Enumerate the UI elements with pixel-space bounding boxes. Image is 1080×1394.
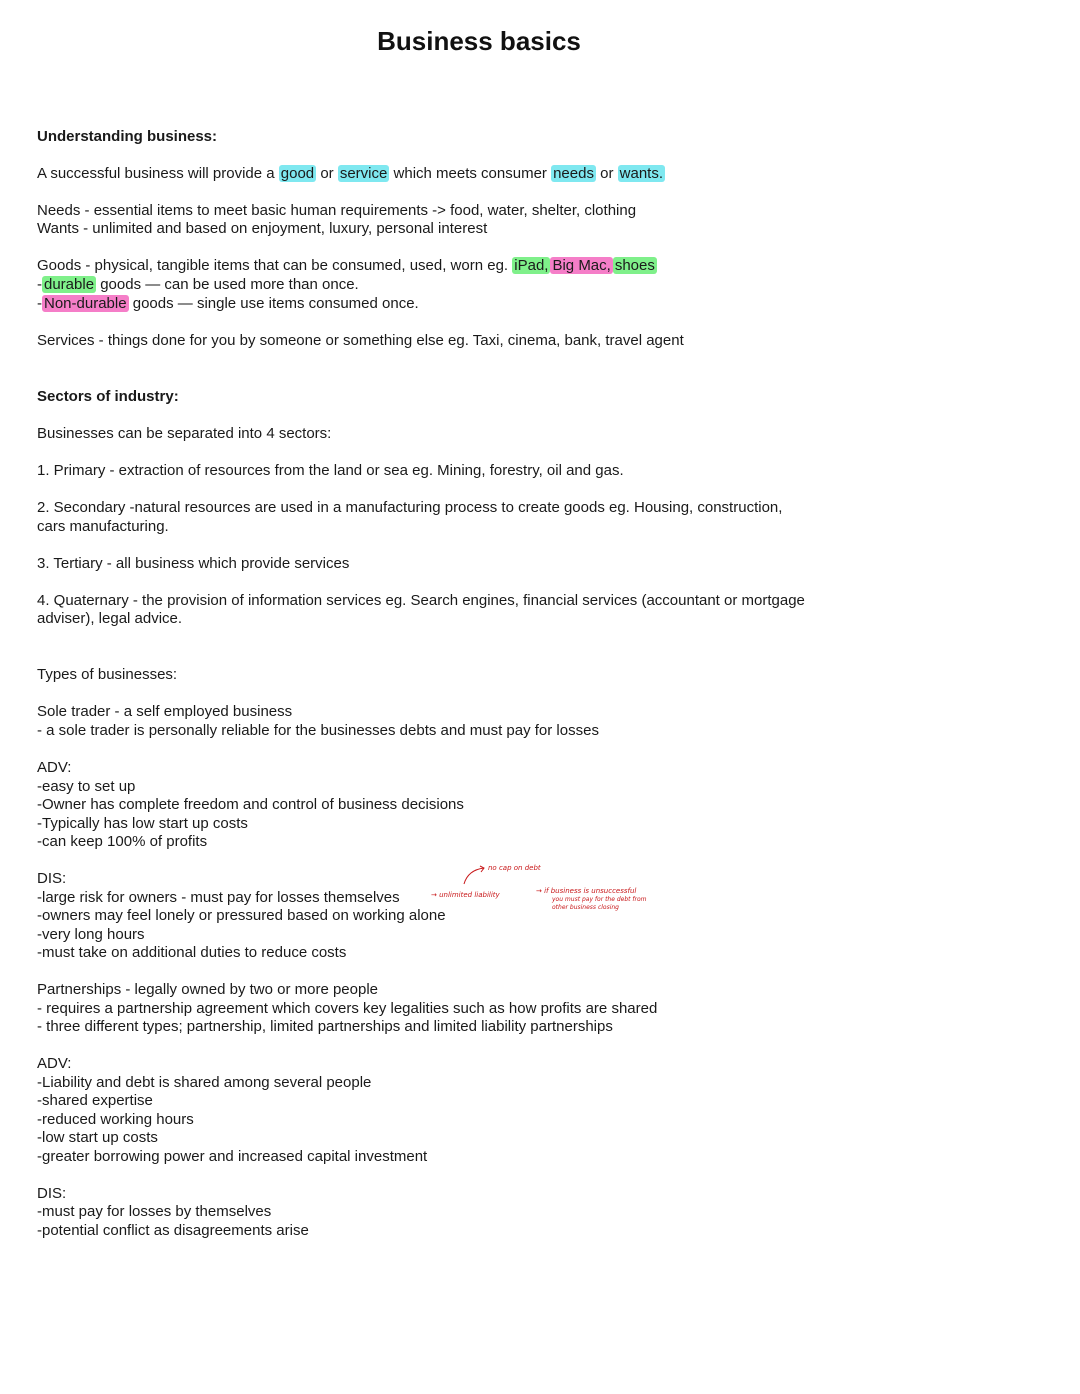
intro-text: A successful business will provide a bbox=[37, 165, 279, 182]
sector-secondary: 2. Secondary -natural resources are used in a manufacturing process to create goods eg. Housing, construction, bbox=[37, 499, 783, 516]
list-item: -very long hours bbox=[37, 926, 145, 943]
intro-text: or bbox=[316, 165, 338, 182]
dash: - bbox=[37, 276, 42, 293]
highlight-service: service bbox=[339, 165, 388, 182]
list-item: -Owner has complete freedom and control of business decisions bbox=[37, 796, 464, 813]
annotation-note-line3: other business closing bbox=[552, 904, 619, 911]
section-heading-types: Types of businesses: bbox=[37, 666, 178, 683]
list-item: -greater borrowing power and increased capital investment bbox=[37, 1148, 428, 1165]
sector-primary: 1. Primary - extraction of resources from the land or sea eg. Mining, forestry, oil and gas. bbox=[37, 462, 624, 479]
highlight-shoes: shoes bbox=[614, 257, 655, 274]
partnership-detail-1: - requires a partnership agreement which covers key legalities such as how profits are shared bbox=[37, 1000, 658, 1017]
sole-trader-line: Sole trader - a self employed business bbox=[37, 703, 293, 720]
annotation-unlimited-liability: → unlimited liability bbox=[431, 891, 500, 899]
intro-text: which meets consumer bbox=[389, 165, 552, 182]
sectors-intro: Businesses can be separated into 4 sectors: bbox=[37, 425, 332, 442]
list-item: -reduced working hours bbox=[37, 1111, 194, 1128]
goods-line bbox=[37, 257, 657, 276]
needs-line: Needs - essential items to meet basic human requirements -> food, water, shelter, clothing bbox=[37, 202, 637, 219]
list-item: -large risk for owners - must pay for losses themselves bbox=[37, 889, 400, 906]
highlight-good: good bbox=[280, 165, 315, 182]
section-heading-understanding: Understanding business: bbox=[37, 128, 218, 145]
dash: - bbox=[37, 295, 42, 312]
sector-tertiary: 3. Tertiary - all business which provide services bbox=[37, 555, 350, 572]
goods-text: Goods - physical, tangible items that can be consumed, used, worn eg. bbox=[37, 257, 509, 274]
intro-sentence bbox=[37, 165, 665, 184]
list-item: -Liability and debt is shared among several people bbox=[37, 1074, 372, 1091]
list-item: -owners may feel lonely or pressured based on working alone bbox=[37, 907, 446, 924]
services-line: Services - things done for you by someone or something else eg. Taxi, cinema, bank, travel agent bbox=[37, 332, 684, 349]
partnership-line: Partnerships - legally owned by two or more people bbox=[37, 981, 379, 998]
wants-line: Wants - unlimited and based on enjoyment, luxury, personal interest bbox=[37, 220, 488, 237]
partnership-detail-2: - three different types; partnership, limited partnerships and limited liability partnerships bbox=[37, 1018, 613, 1035]
sector-quaternary-cont: adviser), legal advice. bbox=[37, 610, 183, 627]
sector-secondary-cont: cars manufacturing. bbox=[37, 518, 169, 535]
list-item: -shared expertise bbox=[37, 1092, 153, 1109]
annotation-top-note: no cap on debt bbox=[488, 864, 541, 872]
list-item: -potential conflict as disagreements arise bbox=[37, 1222, 309, 1239]
sole-dis-heading: DIS: bbox=[37, 870, 67, 887]
nondurable-text: goods — single use items consumed once. bbox=[132, 295, 419, 312]
highlight-wants: wants. bbox=[619, 165, 664, 182]
sole-adv-heading: ADV: bbox=[37, 759, 72, 776]
durable-text: goods — can be used more than once. bbox=[100, 276, 359, 293]
highlight-bigmac: Big Mac, bbox=[552, 257, 611, 274]
highlight-durable: durable bbox=[44, 276, 95, 293]
list-item: -easy to set up bbox=[37, 778, 136, 795]
page-title: Business basics bbox=[377, 26, 581, 56]
highlight-nondurable: Non-durable bbox=[44, 295, 127, 312]
list-item: -low start up costs bbox=[37, 1129, 158, 1146]
list-item: -must take on additional duties to reduce costs bbox=[37, 944, 347, 961]
section-heading-sectors: Sectors of industry: bbox=[37, 388, 179, 405]
intro-text: or bbox=[595, 165, 618, 182]
part-dis-heading: DIS: bbox=[37, 1185, 67, 1202]
list-item: -Typically has low start up costs bbox=[37, 815, 248, 832]
sole-trader-detail: - a sole trader is personally reliable for the businesses debts and must pay for losses bbox=[37, 722, 599, 739]
highlight-ipad: iPad, bbox=[514, 257, 549, 274]
sector-quaternary: 4. Quaternary - the provision of information services eg. Search engines, financial services (accountant or mortgage bbox=[37, 592, 805, 609]
part-adv-heading: ADV: bbox=[37, 1055, 72, 1072]
durable-line bbox=[37, 276, 359, 295]
annotation-business-unsuccessful: → if business is unsuccessful bbox=[536, 887, 637, 895]
list-item: -can keep 100% of profits bbox=[37, 833, 208, 850]
list-item: -must pay for losses by themselves bbox=[37, 1203, 272, 1220]
annotation-note-line2: you must pay for the debt from bbox=[552, 896, 647, 903]
highlight-needs: needs bbox=[553, 165, 594, 182]
nondurable-line bbox=[37, 295, 419, 314]
